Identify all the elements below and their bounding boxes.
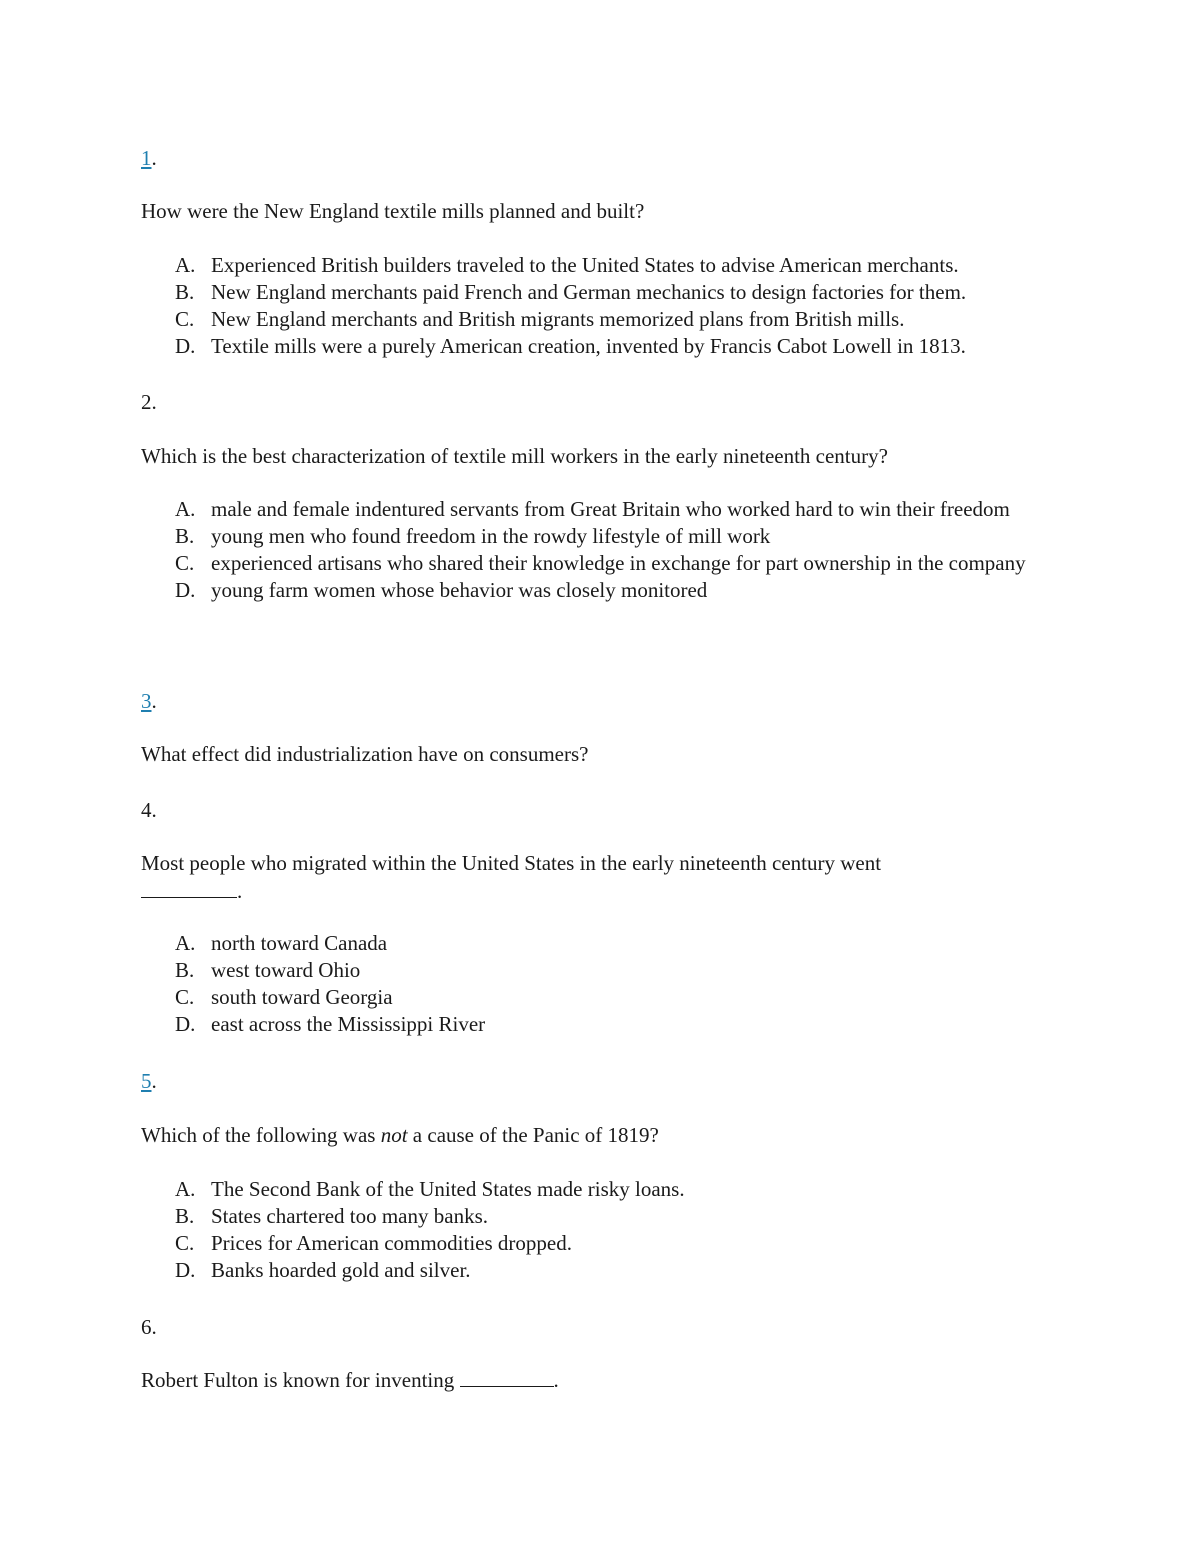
option-item [175,984,1055,1011]
option-item [175,1230,1055,1257]
question-number: 6 [141,1315,152,1339]
option-letter: C. [175,551,195,575]
option-text: south toward Georgia [211,985,393,1009]
option-letter: D. [175,1012,196,1036]
question-2-text: Which is the best characterization of textile mill workers in the early nineteenth century? [141,444,888,468]
option-text: Prices for American commodities dropped. [211,1231,572,1255]
question-text-emphasis: not [380,1123,408,1147]
option-letter: D. [175,578,196,602]
question-5-number[interactable]: 5. [141,1069,157,1093]
question-4-number: 4. [141,798,157,822]
option-text: Banks hoarded gold and silver. [211,1258,471,1282]
option-letter: C. [175,985,195,1009]
option-text: east across the Mississippi River [211,1012,486,1036]
question-text-start: Which of the following was [141,1123,381,1147]
option-text: experienced artisans who shared their knowledge in exchange for part ownership in the company [211,551,1026,575]
question-2-number: 2. [141,390,157,414]
answer-blank[interactable] [460,1366,554,1387]
option-item [175,1257,1055,1284]
option-letter: B. [175,280,195,304]
question-number: 2 [141,390,152,414]
option-text: The Second Bank of the United States made risky loans. [211,1177,685,1201]
option-item [175,957,1055,984]
option-letter: C. [175,307,195,331]
question-number-link[interactable]: 1 [141,146,152,170]
option-text: male and female indentured servants from Great Britain who worked hard to win their freedom [211,497,1010,521]
option-letter: C. [175,1231,195,1255]
option-item [175,333,1055,360]
option-letter: A. [175,931,196,955]
option-letter: A. [175,497,196,521]
option-text: Textile mills were a purely American creation, invented by Francis Cabot Lowell in 1813. [211,334,966,358]
question-1-options [175,252,1055,360]
option-item [175,252,1055,279]
question-1-text: How were the New England textile mills planned and built? [141,199,645,223]
question-text-end: a cause of the Panic of 1819? [407,1123,659,1147]
question-6-number: 6. [141,1315,157,1339]
option-text: young men who found freedom in the rowdy lifestyle of mill work [211,524,771,548]
option-letter: D. [175,334,196,358]
option-item [175,1203,1055,1230]
option-text: New England merchants and British migrants memorized plans from British mills. [211,307,905,331]
option-letter: A. [175,1177,196,1201]
option-item [175,577,1055,604]
option-item [175,496,1055,523]
question-number: 4 [141,798,152,822]
question-4-line-2 [141,877,1041,905]
question-number-link[interactable]: 5 [141,1069,152,1093]
option-text: young farm women whose behavior was closely monitored [211,578,708,602]
question-5-options [175,1176,1055,1284]
option-text: west toward Ohio [211,958,361,982]
question-4-options [175,930,1055,1038]
option-text: Experienced British builders traveled to the United States to advise American merchants. [211,253,959,277]
option-item [175,930,1055,957]
option-letter: B. [175,1204,195,1228]
option-letter: A. [175,253,196,277]
question-6-text [141,1366,1041,1394]
question-text-end: . [553,1368,559,1392]
question-2-options [175,496,1055,604]
option-text: New England merchants paid French and German mechanics to design factories for them. [211,280,967,304]
option-item [175,550,1055,577]
question-number-link[interactable]: 3 [141,689,152,713]
option-item [175,523,1055,550]
question-4-text [141,849,1041,905]
option-item [175,279,1055,306]
answer-blank[interactable] [141,877,237,898]
option-letter: B. [175,958,195,982]
question-3-text: What effect did industrialization have on consumers? [141,742,589,766]
question-5-text [141,1121,1041,1149]
option-item [175,306,1055,333]
question-3-number[interactable]: 3. [141,689,157,713]
option-letter: D. [175,1258,196,1282]
question-text-start: Robert Fulton is known for inventing [141,1368,460,1392]
option-letter: B. [175,524,195,548]
line-end: . [237,879,243,903]
question-1-number[interactable]: 1. [141,146,157,170]
option-text: States chartered too many banks. [211,1204,488,1228]
option-item [175,1011,1055,1038]
option-item [175,1176,1055,1203]
question-4-line-1: Most people who migrated within the United States in the early nineteenth century went [141,851,882,875]
option-text: north toward Canada [211,931,388,955]
